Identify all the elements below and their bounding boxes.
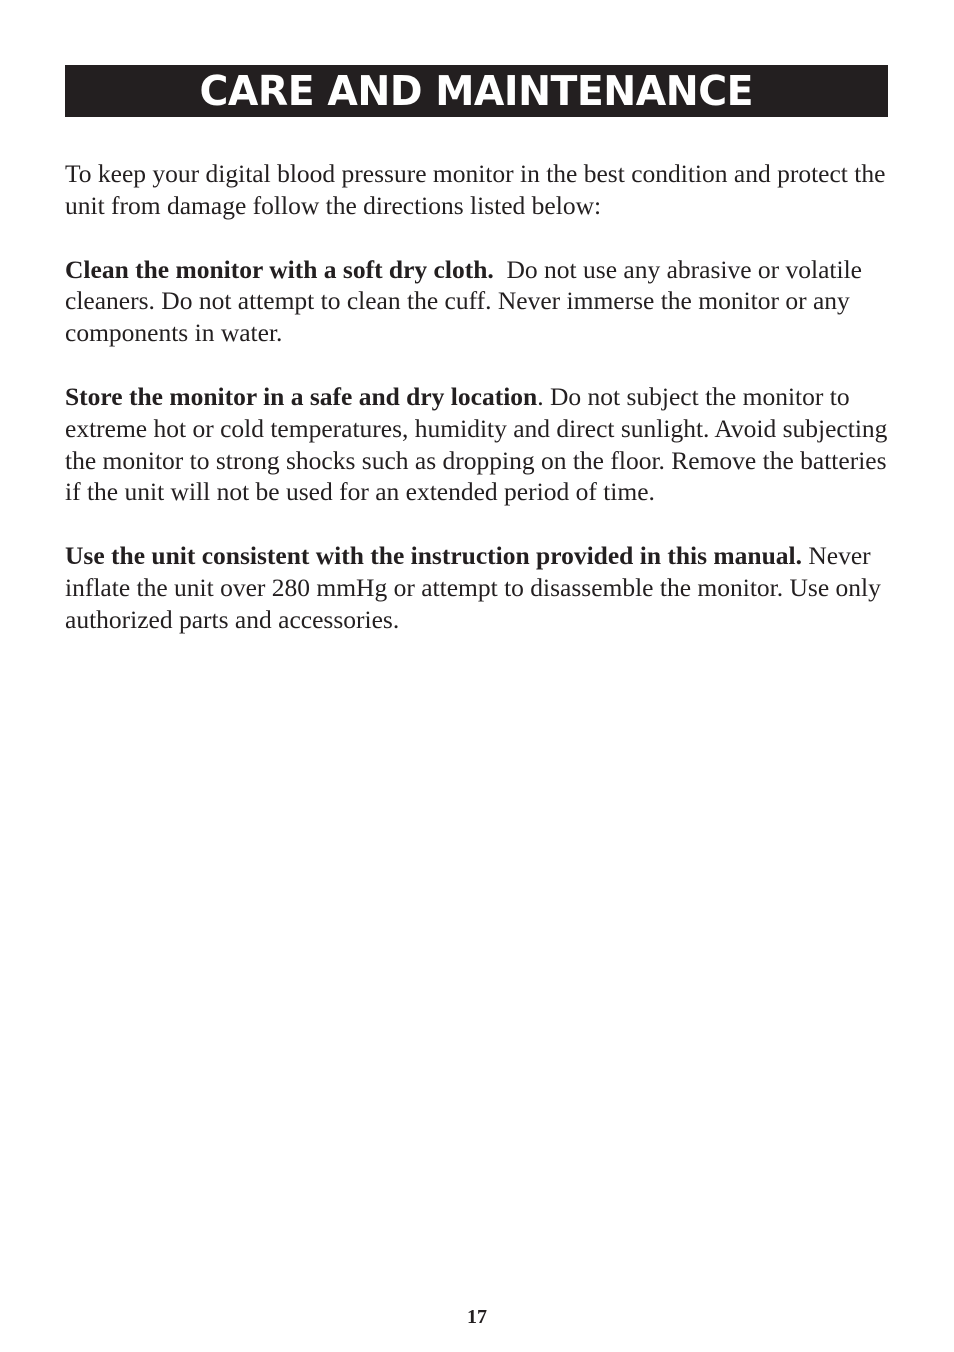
usage-lead: Use the unit consistent with the instruction provided in this manual.: [65, 541, 802, 571]
cleaning-paragraph: [65, 254, 895, 349]
cleaning-lead: Clean the monitor with a soft dry cloth.: [65, 254, 494, 284]
intro-paragraph: To keep your digital blood pressure monitor in the best condition and protect the unit from damage follow the directions listed below:: [65, 159, 886, 220]
title-banner: [65, 65, 888, 117]
storage-body: . Do not subject the monitor to extreme hot or cold temperatures, humidity and direct sunlight. Avoid subjecting the monitor to strong shocks such as dropping on the floor. Remove the batteries if the unit will not be used for an extended period of time.: [65, 381, 888, 507]
cleaning-body: Do not use any abrasive or volatile cleaners. Do not attempt to clean the cuff. Never immerse the monitor or any components in water.: [65, 254, 869, 348]
usage-paragraph: [65, 540, 895, 635]
page-title: CARE AND MAINTENANCE: [199, 66, 754, 115]
storage-paragraph: [65, 381, 895, 508]
usage-body: Never inflate the unit over 280 mmHg or attempt to disassemble the monitor. Use only authorized parts and accessories.: [65, 541, 881, 634]
storage-lead: Store the monitor in a safe and dry location: [65, 381, 538, 411]
document-body: [65, 158, 895, 668]
page-number: 17: [467, 1306, 487, 1328]
